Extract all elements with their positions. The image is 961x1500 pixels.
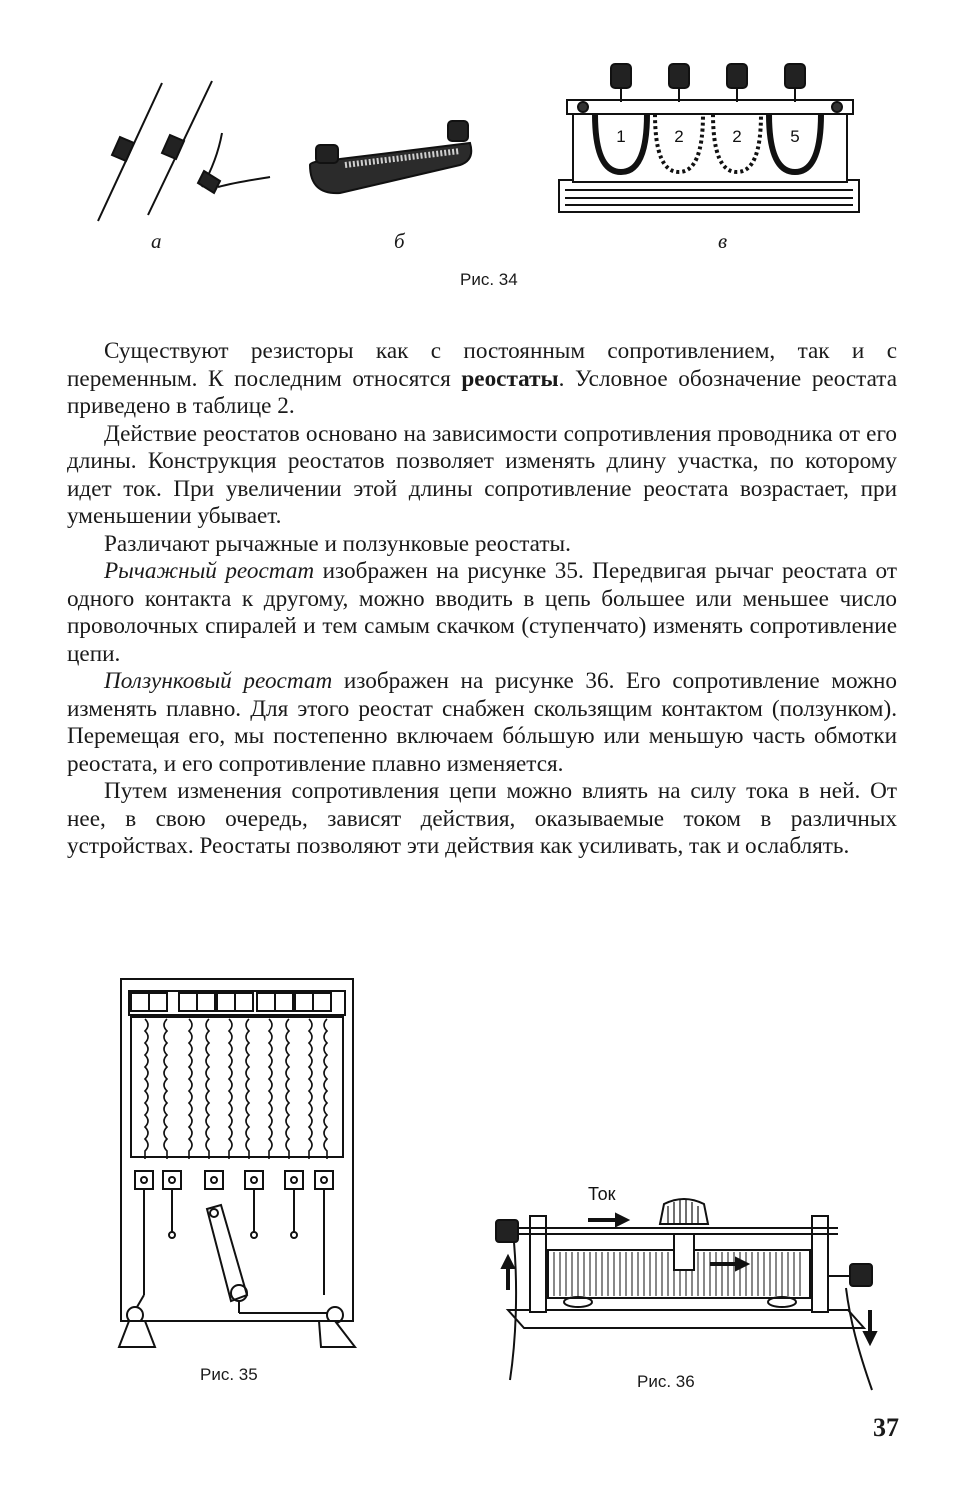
term-rheostats: реостаты — [461, 365, 559, 392]
paragraph: Существуют резисторы как с постоянным сопротивлением, так и с переменным. К последним относятся реостаты. Условное обозначение реостата приведено в таблице 2. — [67, 338, 897, 419]
coil-number-2: 2 — [674, 127, 684, 146]
figure-35-caption: Рис. 35 — [200, 1365, 258, 1384]
figure-34b-wire-resistor — [300, 115, 480, 205]
figure-34-label-b: б — [394, 229, 405, 253]
figure-34-label-a: а — [151, 229, 162, 253]
paragraph: Ползунковый реостат изображен на рисунке 36. Его сопротивление можно изменять плавно. Для этого реостат снабжен скользящим контактом (ползунком). Перемещая его, мы постепенно включаем бóльшую или меньшую часть обмотки реостата, и его сопротивление плавно изменяется. — [67, 668, 897, 777]
paragraph: Путем изменения сопротивления цепи можно влиять на силу тока в ней. От нее, в свою очередь, зависят действия, оказываемые током в различных устройствах. Реостаты позволяют эти действия как усиливать, так и ослаблять. — [67, 778, 897, 859]
page-number: 37 — [873, 1413, 899, 1442]
coil-number-1: 1 — [616, 127, 626, 146]
figure-34a-resistors — [90, 75, 290, 235]
figure-36-caption: Рис. 36 — [637, 1372, 695, 1391]
figure-36-slider-rheostat — [488, 1180, 908, 1400]
figure-34-label-v: в — [718, 229, 728, 253]
coil-number-3: 2 — [732, 127, 742, 146]
paragraph: Рычажный реостат изображен на рисунке 35. Передвигая рычаг реостата от одного контакта к другому, можно вводить в цепь большее или меньшее число проволочных спиралей и тем самым скачком (ступенчато) изменять сопротивление цепи. — [67, 558, 897, 667]
figure-34-caption: Рис. 34 — [460, 270, 518, 289]
figure-34c-wire-spirals-board — [555, 60, 865, 220]
current-label: Ток — [588, 1184, 616, 1204]
body-text — [67, 338, 897, 861]
figure-35-lever-rheostat — [115, 975, 365, 1355]
coil-number-4: 5 — [790, 127, 800, 146]
term-slider-rheostat: Ползунковый реостат — [104, 668, 333, 694]
term-lever-rheostat: Рычажный реостат — [104, 558, 315, 584]
paragraph: Действие реостатов основано на зависимости сопротивления проводника от его длины. Конструкция реостатов позволяет изменять длину участка, по которому идет ток. При увеличении этой длины сопротивление реостата возрастает, при уменьшении убывает. — [67, 420, 897, 529]
paragraph: Различают рычажные и ползунковые реостаты. — [104, 530, 571, 557]
